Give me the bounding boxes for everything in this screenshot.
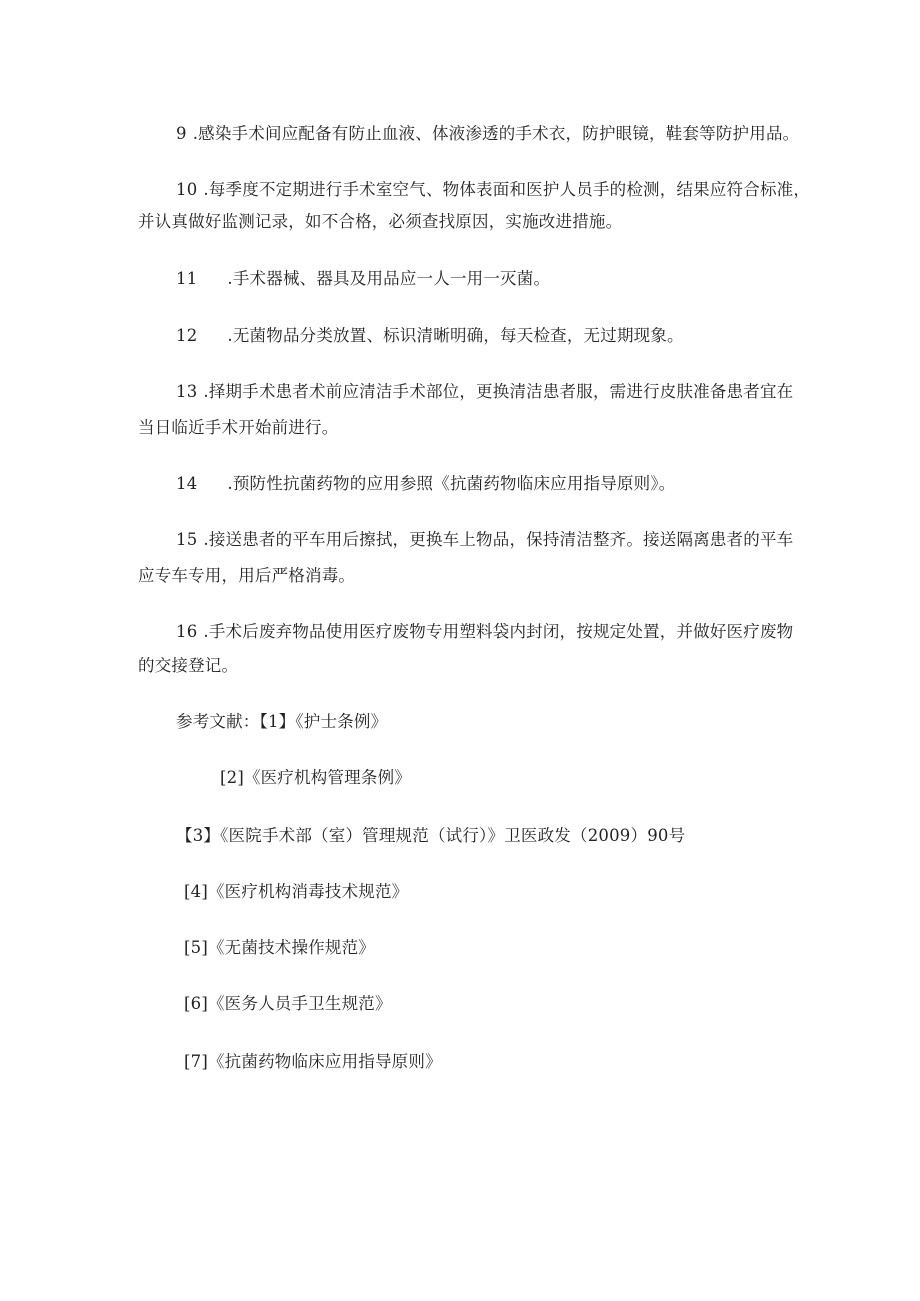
list-item-13-continuation: 当日临近手术开始前进行。 [138, 418, 339, 437]
item-number: 16 [176, 622, 198, 641]
reference-1-text: 【1】《护士条例》 [259, 712, 388, 731]
item-number: 12 [176, 326, 198, 345]
list-item-12 [176, 326, 684, 346]
list-item-10 [176, 180, 810, 200]
item-number: 9 [176, 124, 187, 143]
item-text: .手术后废弃物品使用医疗废物专用塑料袋内封闭，按规定处置，并做好医疗废物 [203, 622, 794, 641]
item-number: 15 [176, 530, 198, 549]
list-item-15-continuation: 应专车专用，用后严格消毒。 [138, 566, 356, 585]
list-item-16 [176, 622, 793, 642]
list-item-14 [176, 474, 676, 494]
item-number: 14 [176, 474, 198, 493]
reference-4: [4]《医疗机构消毒技术规范》 [184, 882, 409, 901]
reference-2: [2]《医疗机构管理条例》 [220, 768, 411, 787]
item-text: .预防性抗菌药物的应用参照《抗菌药物临床应用指导原则》。 [227, 474, 676, 493]
list-item-16-continuation: 的交接登记。 [138, 656, 239, 675]
item-text: .每季度不定期进行手术室空气、物体表面和医护人员手的检测，结果应符合标准， [203, 180, 811, 199]
item-text: .手术器械、器具及用品应一人一用一灭菌。 [227, 269, 551, 288]
item-number: 13 [176, 382, 198, 401]
list-item-10-continuation: 并认真做好监测记录，如不合格，必须查找原因，实施改进措施。 [138, 212, 623, 231]
reference-6: [6]《医务人员手卫生规范》 [184, 994, 392, 1013]
list-item-9 [176, 124, 799, 144]
item-text: .无菌物品分类放置、标识清晰明确，每天检查，无过期现象。 [227, 326, 684, 345]
item-number: 11 [176, 269, 198, 288]
item-text: .感染手术间应配备有防止血液、体液渗透的手术衣，防护眼镜，鞋套等防护用品。 [192, 124, 800, 143]
reference-7: [7]《抗菌药物临床应用指导原则》 [184, 1052, 442, 1071]
reference-5: [5]《无菌技术操作规范》 [184, 938, 375, 957]
list-item-15 [176, 530, 793, 550]
list-item-13 [176, 382, 793, 402]
item-text: .接送患者的平车用后擦拭，更换车上物品，保持清洁整齐。接送隔离患者的平车 [203, 530, 794, 549]
reference-3: 【3】《医院手术部（室）管理规范（试行）》卫医政发（2009）90号 [176, 826, 686, 845]
item-number: 10 [176, 180, 198, 199]
item-text: .择期手术患者术前应清洁手术部位，更换清洁患者服，需进行皮肤准备患者宜在 [203, 382, 794, 401]
reference-1 [176, 712, 387, 732]
list-item-11 [176, 269, 550, 289]
references-label: 参考文献： [176, 712, 260, 731]
